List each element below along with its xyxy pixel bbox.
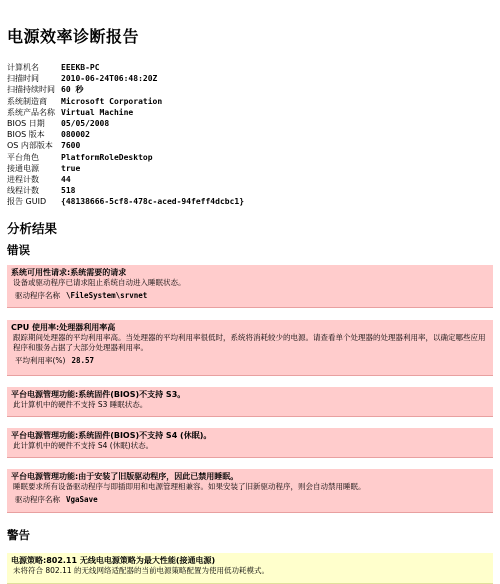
info-row: [7, 196, 493, 207]
info-row: [7, 174, 493, 185]
info-value: 7600: [61, 141, 81, 151]
info-label: 计算机名: [7, 63, 39, 72]
error-detail: [11, 495, 489, 505]
info-value: 518: [61, 186, 76, 196]
error-title: 平台电源管理功能:系统固件(BIOS)不支持 S4 (休眠)。: [11, 431, 212, 441]
info-value: 2010-06-24T06:48:20Z: [61, 74, 158, 84]
info-row: [7, 84, 493, 95]
error-description: 睡眠要求所有设备驱动程序与即插即用和电源管理相兼容。如果安装了旧新驱动程序，则会自动禁用睡眠。: [13, 482, 366, 492]
info-label: 扫描时间: [7, 74, 39, 84]
detail-label: 驱动程序名称: [15, 291, 60, 301]
info-row: [7, 140, 493, 151]
error-title: 平台电源管理功能:由于安装了旧版驱动程序，因此已禁用睡眠。: [11, 472, 239, 482]
warnings-heading: 警告: [7, 528, 30, 543]
info-label: BIOS 版本: [7, 130, 45, 140]
error-description: 此计算机中的硬件不支持 S3 睡眠状态。: [13, 400, 148, 410]
error-item: [7, 428, 493, 458]
detail-label: 平均利用率(%): [15, 356, 66, 366]
info-value: Microsoft Corporation: [61, 96, 163, 106]
info-row: [7, 73, 493, 84]
info-value: Virtual Machine: [61, 107, 134, 117]
error-item: [7, 469, 493, 513]
error-item: [7, 387, 493, 417]
info-row: [7, 96, 493, 107]
error-item: [7, 320, 493, 376]
errors-heading: 错误: [7, 243, 30, 258]
info-label: 系统制造商: [7, 96, 47, 106]
detail-value: VgaSave: [66, 495, 98, 505]
error-description: 设备或驱动程序已请求阻止系统自动进入睡眠状态。: [13, 278, 186, 288]
info-value: 080002: [61, 130, 90, 140]
info-label: 平台角色: [7, 152, 39, 162]
info-label: OS 内部版本: [7, 141, 53, 151]
info-label: 进程计数: [7, 174, 39, 184]
info-row: [7, 185, 493, 196]
error-title: CPU 使用率:处理器利用率高: [11, 323, 116, 333]
error-description: 跟踪期间处理器的平均利用率高。当处理器的平均利用率很低时，系统将消耗较少的电源。请查看单个处理器的处理器利用率，以确定哪些应用程序和服务占据了大部分处理器利用率。: [13, 333, 486, 353]
info-row: [7, 152, 493, 163]
error-detail: [11, 291, 489, 301]
detail-value: 28.57: [71, 356, 95, 366]
info-value: 44: [61, 174, 71, 184]
info-value: 60 秒: [61, 85, 84, 95]
info-label: 报告 GUID: [7, 197, 47, 207]
info-value: EEEKB-PC: [61, 63, 100, 72]
system-info-table: [7, 62, 493, 207]
info-label: 系统产品名称: [7, 107, 55, 117]
warning-title: 电源策略:802.11 无线电电源策略为最大性能(接通电源): [11, 556, 216, 566]
info-label: 接通电源: [7, 163, 39, 173]
detail-label: 驱动程序名称: [15, 495, 60, 505]
info-row: [7, 107, 493, 118]
info-label: 扫描持续时间: [7, 85, 55, 95]
info-label: BIOS 日期: [7, 118, 45, 128]
page-title: 电源效率诊断报告: [7, 27, 140, 46]
info-value: 05/05/2008: [61, 118, 110, 128]
warning-description: 未将符合 802.11 的无线网络适配器的当前电源策略配置为使用低功耗模式。: [13, 566, 270, 576]
info-row: [7, 118, 493, 129]
error-detail: [11, 356, 489, 366]
error-title: 系统可用性请求:系统需要的请求: [11, 268, 127, 278]
info-row: [7, 62, 493, 73]
info-value: true: [61, 163, 81, 173]
error-description: 此计算机中的硬件不支持 S4 (休眠)状态。: [13, 441, 154, 451]
info-row: [7, 163, 493, 174]
warning-item: [7, 553, 493, 584]
info-row: [7, 129, 493, 140]
info-value: {48138666-5cf8-478c-aced-94feff4dcbc1}: [61, 197, 245, 207]
error-title: 平台电源管理功能:系统固件(BIOS)不支持 S3。: [11, 390, 186, 400]
info-value: PlatformRoleDesktop: [61, 152, 153, 162]
info-label: 线程计数: [7, 186, 39, 196]
analysis-heading: 分析结果: [7, 221, 58, 237]
error-item: [7, 265, 493, 308]
detail-value: \FileSystem\srvnet: [66, 291, 148, 301]
